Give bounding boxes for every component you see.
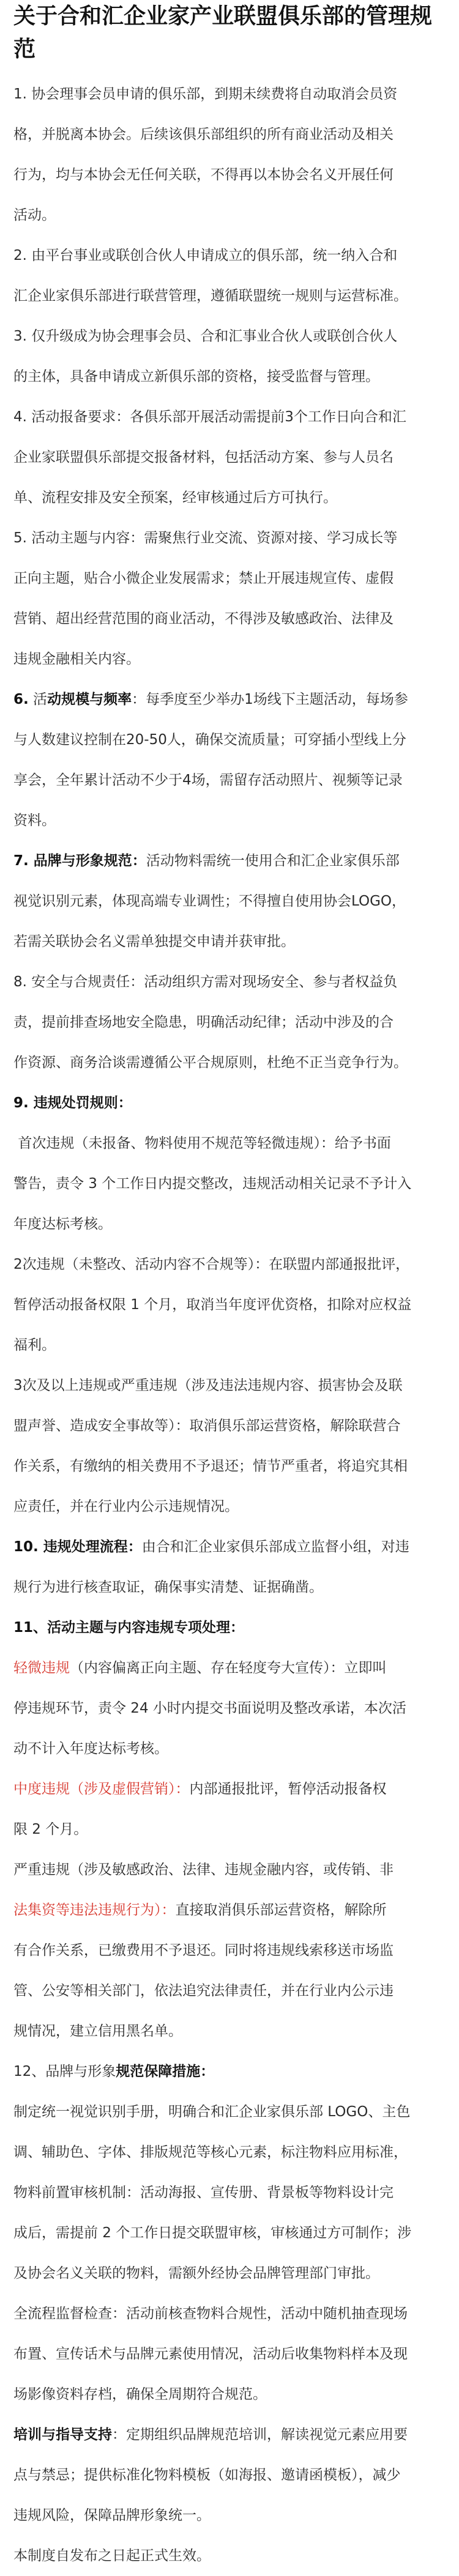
text-line — [13, 74, 448, 114]
text-line — [13, 1406, 448, 1446]
paragraph-p4 — [13, 397, 448, 518]
text-line — [13, 760, 448, 800]
highlighted-red-text: 法集资等违法违规行为）： — [13, 1902, 176, 1918]
text-line — [13, 1204, 448, 1244]
text-line — [13, 1607, 448, 1648]
paragraph-p12-training — [13, 2415, 448, 2536]
text-line — [13, 316, 448, 356]
text-line — [13, 1244, 448, 1285]
text-line — [13, 1527, 448, 1567]
paragraph-p9-second — [13, 1244, 448, 1365]
text: 资料。 — [13, 813, 56, 829]
text: 3次及以上违规或严重违规（涉及违法违规内容、损害协会及联 — [13, 1378, 403, 1393]
text-line — [13, 558, 448, 599]
text: 直接取消俱乐部运营资格，解除所 — [175, 1902, 387, 1918]
paragraph-p7 — [13, 841, 448, 962]
text-line — [13, 1890, 448, 1930]
text: 违规金融相关内容。 — [13, 651, 140, 667]
text-line — [13, 397, 448, 437]
text: 活动。 — [13, 207, 56, 223]
text: 2次违规（未整改、活动内容不合规等）：在联盟内部通报批评， — [13, 1257, 410, 1272]
text: 3. 仅升级成为协会理事会员、合和汇事业合伙人或联创合伙人 — [13, 328, 398, 344]
text-line — [13, 800, 448, 841]
page-title: 关于合和汇企业家产业联盟俱乐部的管理规范 — [13, 4, 433, 62]
bold-text: 11、活 — [13, 1620, 62, 1636]
text: 活动物料需统一使用合和汇企业家俱乐部 — [146, 853, 400, 869]
text-line — [13, 1729, 448, 1769]
bold-text: 9. 违规处罚规则： — [13, 1095, 132, 1111]
text-line — [13, 639, 448, 679]
text: （内容偏离正向主题、存在轻度夸大宣传）：立即叫 — [70, 1660, 387, 1676]
text: 管、公安等相关部门，依法追究法律责任，并在行业内公示违 — [13, 1983, 394, 1999]
paragraph-p11-medium — [13, 1769, 448, 1850]
text: 汇企业家俱乐部进行联营管理，遵循联盟统一规则与运营标准。 — [13, 288, 408, 304]
text-line — [13, 881, 448, 921]
paragraph-p9-heading — [13, 1083, 448, 1123]
text: 有合作关系，已缴费用不予退还。同时将违规线索移送市场监 — [13, 1943, 394, 1958]
text: 及协会名义关联的物料，需额外经协会品牌管理部门审批。 — [13, 2265, 379, 2281]
text-line — [13, 2334, 448, 2374]
text-line — [13, 2374, 448, 2415]
text: 成后，需提前 2 个工作日提交联盟审核，审核通过方可制作；涉 — [13, 2225, 412, 2241]
bold-text: 6. — [13, 692, 29, 707]
text-line — [13, 720, 448, 760]
text-line — [13, 2213, 448, 2253]
paragraph-p11-heading — [13, 1607, 448, 1648]
text-line — [13, 2415, 448, 2455]
text-line — [13, 1365, 448, 1406]
text: 正向主题，贴合小微企业发展需求；禁止开展违规宣传、虚假 — [13, 570, 394, 586]
text-line — [13, 1809, 448, 1850]
paragraph-p8 — [13, 962, 448, 1083]
text: 12、品牌与形象 — [13, 2064, 116, 2080]
text-line — [13, 1164, 448, 1204]
text-line — [13, 518, 448, 558]
text: 制定统一视觉识别手册，明确合和汇企业家俱乐部 LOGO、主色 — [13, 2104, 411, 2120]
text-line — [13, 114, 448, 155]
highlighted-red-text: 轻微违规 — [13, 1660, 70, 1676]
text: 场影像资料存档，确保全周期符合规范。 — [13, 2386, 267, 2402]
text: 首次违规（未报备、物料使用不规范等轻微违规）：给予书面 — [13, 1135, 391, 1151]
text: 作资源、商务洽谈需遵循公平合规原则，杜绝不正当竞争行为。 — [13, 1055, 408, 1071]
paragraph-p2 — [13, 235, 448, 316]
text-line — [13, 2253, 448, 2294]
text-line — [13, 1850, 448, 1890]
text: 动不计入年度达标考核。 — [13, 1741, 168, 1757]
bold-text: 动规模与频率 — [47, 692, 132, 707]
text: 全流程监督检查：活动前核查物料合规性，活动中随机抽查现场 — [13, 2306, 408, 2322]
paragraph-closing — [13, 2536, 448, 2576]
text-line — [13, 2294, 448, 2334]
highlighted-red-text: 中度违规（涉及虚假营销）： — [13, 1781, 190, 1797]
text: 福利。 — [13, 1337, 56, 1353]
text-line — [13, 155, 448, 195]
text: 暂停活动报备权限 1 个月，取消当年度评优资格，扣除对应权益 — [13, 1297, 412, 1313]
paragraph-p9-first — [13, 1123, 448, 1244]
bold-text: 7. 品牌与形象规范： — [13, 853, 146, 869]
text-line — [13, 1769, 448, 1809]
text-line — [13, 2011, 448, 2051]
text-line — [13, 2455, 448, 2495]
text-line — [13, 1930, 448, 1971]
text-line — [13, 1971, 448, 2011]
text-line — [13, 1446, 448, 1486]
text: 警告，责令 3 个工作日内提交整改，违规活动相关记录不予计入 — [13, 1176, 412, 1192]
text: 8. 安全与合规责任：活动组织方需对现场安全、参与者权益负 — [13, 974, 398, 990]
paragraph-p11-severe — [13, 1850, 448, 2051]
text: 企业家联盟俱乐部提交报备材料，包括活动方案、参与人员名 — [13, 449, 394, 465]
text: 年度达标考核。 — [13, 1216, 112, 1232]
text: 5. 活动主题与内容：需聚焦行业交流、资源对接、学习成长等 — [13, 530, 398, 546]
text-line — [13, 1123, 448, 1164]
text-line — [13, 599, 448, 639]
text-line — [13, 478, 448, 518]
text-line — [13, 1043, 448, 1083]
text: 营销、超出经营范围的商业活动，不得涉及敏感政治、法律及 — [13, 611, 394, 627]
paragraph-p3 — [13, 316, 448, 397]
text-line — [13, 195, 448, 235]
paragraph-p1 — [13, 74, 448, 235]
text-line — [13, 679, 448, 720]
text-line — [13, 1325, 448, 1365]
text: 的主体，具备申请成立新俱乐部的资格，接受监督与管理。 — [13, 369, 379, 385]
paragraph-p10 — [13, 1527, 448, 1607]
text: 2. 由平台事业或联创合伙人申请成立的俱乐部，统一纳入合和 — [13, 248, 398, 264]
text-line — [13, 356, 448, 397]
document-body — [13, 74, 448, 2576]
text: ：定期组织品牌规范培训，解读视觉元素应用要 — [112, 2427, 408, 2443]
text-line — [13, 235, 448, 276]
paragraph-p12-heading — [13, 2051, 448, 2092]
paragraph-p12-inspect — [13, 2294, 448, 2415]
paragraph-p5 — [13, 518, 448, 679]
paragraph-p9-third — [13, 1365, 448, 1527]
bold-text: 10. 违规处理流程： — [13, 1539, 142, 1555]
text-line — [13, 276, 448, 316]
text-line — [13, 1567, 448, 1607]
paragraph-p11-light — [13, 1648, 448, 1769]
text: 规行为进行核查取证，确保事实清楚、证据确凿。 — [13, 1579, 323, 1595]
text: 布置、宣传话术与品牌元素使用情况，活动后收集物料样本及现 — [13, 2346, 408, 2362]
text-line — [13, 2092, 448, 2132]
text: 物料前置审核机制：活动海报、宣传册、背景板等物料设计完 — [13, 2185, 394, 2201]
text: 规情况，建立信用黑名单。 — [13, 2023, 182, 2039]
text-line — [13, 1486, 448, 1527]
text: 严重违规（涉及敏感政治、法律、违规金融内容，或传销、非 — [13, 1862, 394, 1878]
text: 违规风险，保障品牌形象统一。 — [13, 2508, 211, 2523]
text: 1. 协会理事会员申请的俱乐部，到期未续费将自动取消会员资 — [13, 86, 398, 102]
text-line — [13, 1688, 448, 1729]
text-line — [13, 2536, 448, 2576]
text: 内部通报批评，暂停活动报备权 — [189, 1781, 387, 1797]
text: 若需关联协会名义需单独提交申请并获审批。 — [13, 934, 295, 950]
text-line — [13, 1648, 448, 1688]
text: ：每季度至少举办1场线下主题活动，每场参 — [132, 692, 408, 707]
text: 责，提前排查场地安全隐患，明确活动纪律；活动中涉及的合 — [13, 1014, 394, 1030]
text-line — [13, 1083, 448, 1123]
text-line — [13, 437, 448, 478]
text: 与人数建议控制在20-50人，确保交流质量；可穿插小型线上分 — [13, 732, 406, 748]
text: 停违规环节，责令 24 小时内提交书面说明及整改承诺，本次活 — [13, 1700, 406, 1716]
bold-text: 规范保障措施： — [116, 2064, 215, 2080]
bold-text: 培训与指导支持 — [13, 2427, 112, 2443]
text: 享会，全年累计活动不少于4场，需留存活动照片、视频等记录 — [13, 772, 403, 788]
text-line — [13, 962, 448, 1002]
text: 应责任，并在行业内公示违规情况。 — [13, 1499, 239, 1515]
text-line — [13, 2051, 448, 2092]
text: 单、流程安排及安全预案，经审核通过后方可执行。 — [13, 490, 337, 506]
text: 视觉识别元素，体现高端专业调性；不得擅自使用协会LOGO， — [13, 893, 406, 909]
text: 点与禁忌；提供标准化物料模板（如海报、邀请函模板），减少 — [13, 2467, 401, 2483]
text-line — [13, 1002, 448, 1043]
text-line — [13, 2172, 448, 2213]
paragraph-p12-vi — [13, 2092, 448, 2294]
text-line — [13, 841, 448, 881]
text: 由合和汇企业家俱乐部成立监督小组，对违 — [141, 1539, 409, 1555]
text-line — [13, 1285, 448, 1325]
paragraph-p6 — [13, 679, 448, 841]
text: 盟声誉、造成安全事故等）：取消俱乐部运营资格，解除联营合 — [13, 1418, 401, 1434]
text: 4. 活动报备要求：各俱乐部开展活动需提前3个工作日向合和汇 — [13, 409, 406, 425]
text: 本制度自发布之日起正式生效。 — [13, 2548, 211, 2564]
text: 活 — [28, 692, 48, 707]
text: 限 2 个月。 — [13, 1821, 88, 1837]
text: 格，并脱离本协会。后续该俱乐部组织的所有商业活动及相关 — [13, 127, 394, 142]
text: 作关系，有缴纳的相关费用不予退还；情节严重者，将追究其相 — [13, 1458, 408, 1474]
text-line — [13, 2132, 448, 2172]
text: 调、辅助色、字体、排版规范等核心元素，标注物料应用标准， — [13, 2144, 408, 2160]
text-line — [13, 2495, 448, 2536]
text-line — [13, 921, 448, 962]
text: 行为，均与本协会无任何关联，不得再以本协会名义开展任何 — [13, 167, 394, 183]
bold-text: 动主题与内容违规专项处理： — [61, 1620, 245, 1636]
